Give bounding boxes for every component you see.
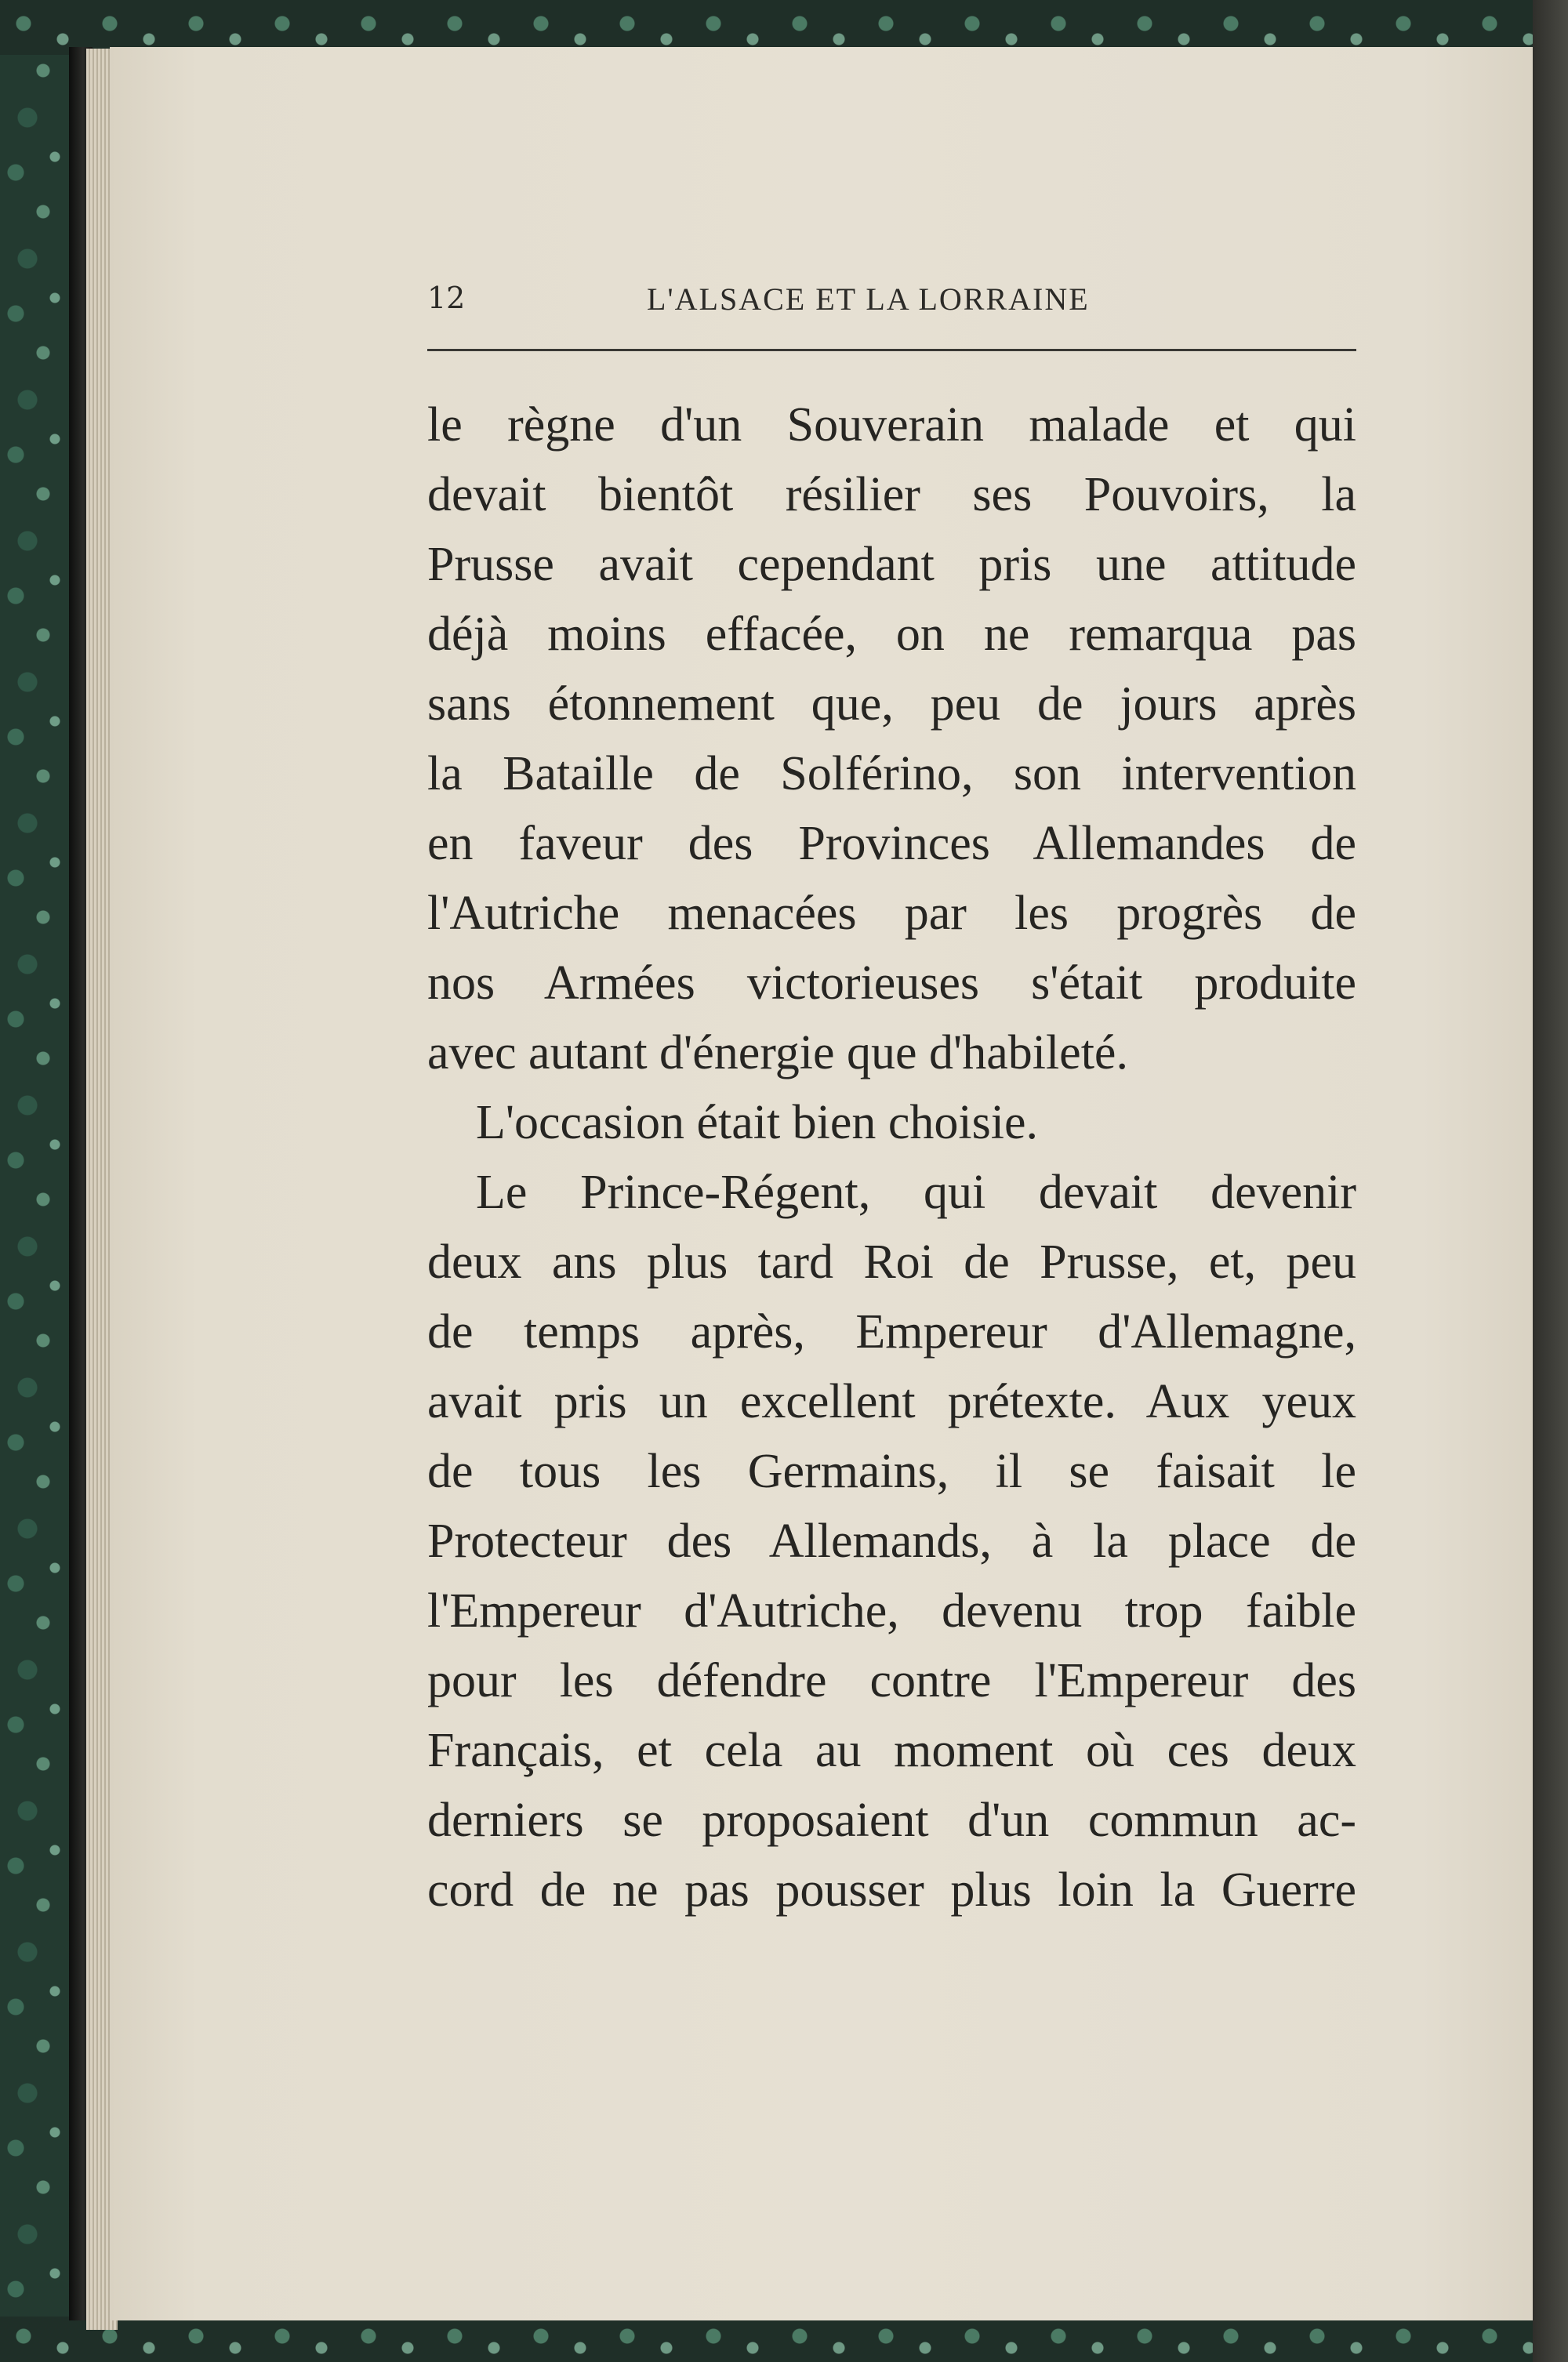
- page-number: 12: [427, 281, 466, 315]
- text-line: en faveur des Provinces Allemandes de: [427, 817, 1356, 870]
- page-header: [427, 281, 1356, 328]
- text-line: déjà moins effacée, on ne remarqua pas: [427, 608, 1356, 661]
- text-line: avait pris un excellent prétexte. Aux yeux: [427, 1375, 1356, 1428]
- cover-bottom-edge: [0, 2317, 1568, 2362]
- text-line: le règne d'un Souverain malade et qui: [427, 398, 1356, 452]
- text-line: l'Autriche menacées par les progrès de: [427, 887, 1356, 940]
- text-line: L'occasion était bien choisie.: [476, 1096, 1039, 1149]
- text-line: l'Empereur d'Autriche, devenu trop faible: [427, 1584, 1356, 1638]
- header-rule: [427, 349, 1356, 351]
- text-line: avec autant d'énergie que d'habileté.: [427, 1026, 1128, 1079]
- text-line: deux ans plus tard Roi de Prusse, et, peu: [427, 1235, 1356, 1289]
- body-text: [427, 390, 1356, 1925]
- text-line: devait bientôt résilier ses Pouvoirs, la: [427, 468, 1356, 521]
- text-line: Français, et cela au moment où ces deux: [427, 1724, 1356, 1777]
- text-line: nos Armées victorieuses s'était produite: [427, 956, 1356, 1010]
- text-line: Protecteur des Allemands, à la place de: [427, 1515, 1356, 1568]
- running-title: L'ALSACE ET LA LORRAINE: [647, 281, 1090, 317]
- text-line: derniers se proposaient d'un commun ac-: [427, 1794, 1356, 1847]
- text-line: de tous les Germains, il se faisait le: [427, 1445, 1356, 1498]
- text-line: pour les défendre contre l'Empereur des: [427, 1654, 1356, 1707]
- text-line: Prusse avait cependant pris une attitude: [427, 538, 1356, 591]
- text-line: cord de ne pas pousser plus loin la Guerre: [427, 1863, 1356, 1917]
- text-line: Le Prince-Régent, qui devait devenir: [476, 1166, 1356, 1219]
- facing-page-edge: [1533, 0, 1568, 2362]
- text-line: de temps après, Empereur d'Allemagne,: [427, 1305, 1356, 1359]
- text-line: sans étonnement que, peu de jours après: [427, 677, 1356, 731]
- text-line: la Bataille de Solférino, son intervention: [427, 747, 1356, 800]
